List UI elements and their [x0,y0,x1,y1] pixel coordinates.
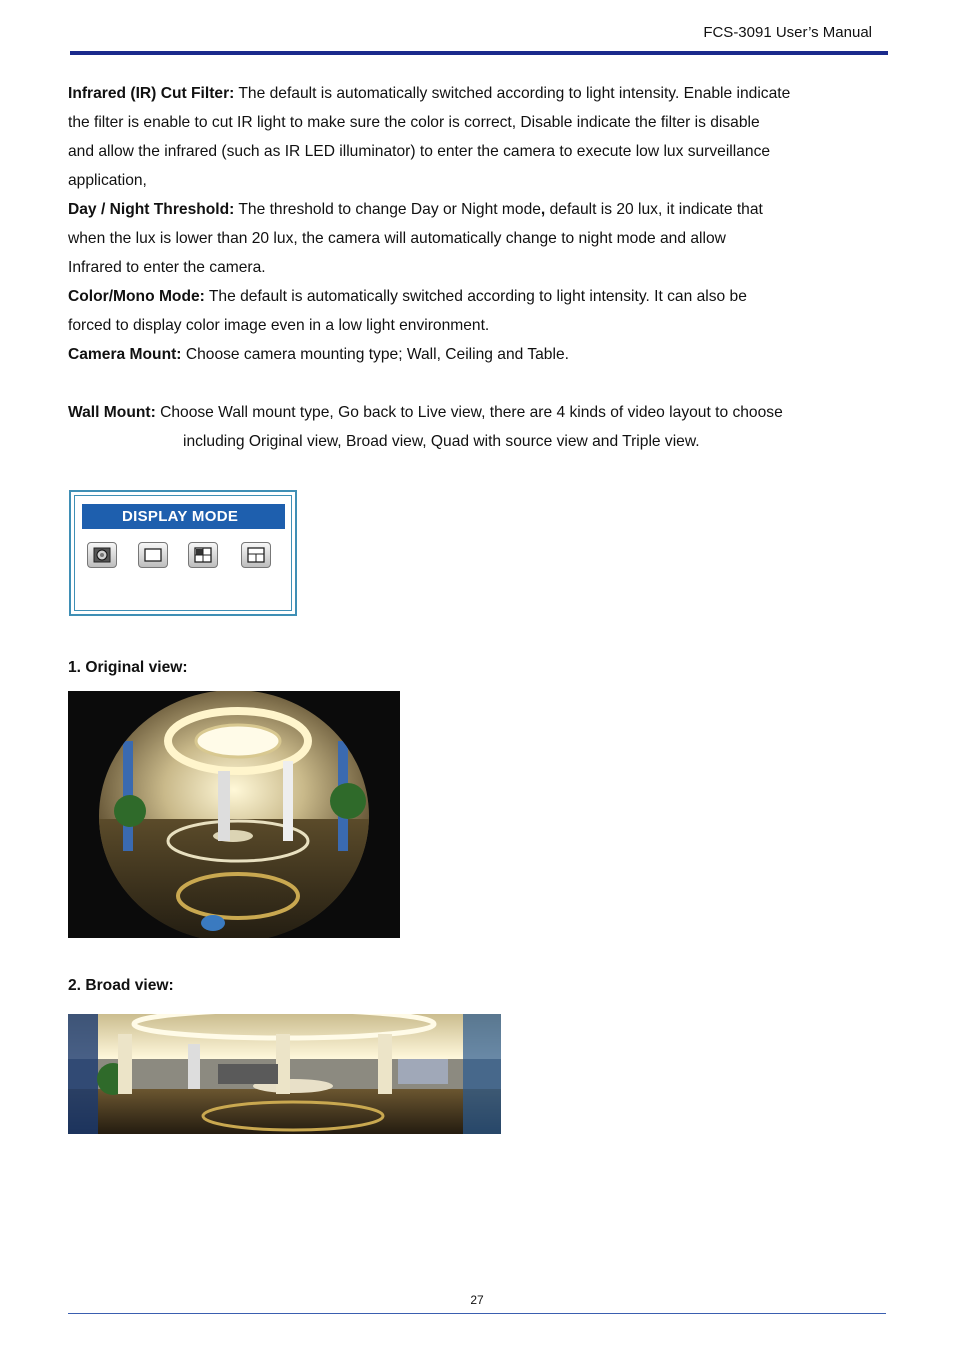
header-rule [70,51,888,55]
triple-view-icon [247,547,265,563]
text-line: default is 20 lux, it indicate that [545,201,763,218]
text-line: The default is automatically switched according to light intensity. It can also be [204,288,747,305]
term-camera-mount: Camera Mount: [68,346,182,363]
text-line: when the lux is lower than 20 lux, the camera will automatically change to night mode and allow [68,230,726,247]
term-day-night-threshold: Day / Night Threshold: [68,201,235,218]
text-line: The threshold to change Day or Night mode [234,201,541,218]
paragraph-ir-cut-filter [68,79,888,195]
broad-view-button[interactable] [138,542,168,568]
term-ir-cut-filter: Infrared (IR) Cut Filter: [68,85,235,102]
quad-view-button[interactable] [188,542,218,568]
quad-view-icon [194,547,212,563]
triple-view-button[interactable] [241,542,271,568]
page-number: 27 [470,1293,484,1307]
paragraph-camera-mount [68,340,888,369]
manual-title: FCS-3091 User’s Manual [703,24,872,41]
paragraph-color-mono-mode [68,282,888,340]
fisheye-photo [68,691,400,938]
original-view-button[interactable] [87,542,117,568]
broad-view-image [68,1014,501,1134]
original-view-icon [93,547,111,563]
text-line: including Original view, Broad view, Quad with source view and Triple view. [183,433,700,450]
text-line: application, [68,172,147,189]
text-line: Choose Wall mount type, Go back to Live view, there are 4 kinds of video layout to choose [155,404,783,421]
text-line: Choose camera mounting type; Wall, Ceiling and Table. [181,346,569,363]
heading-broad-view: 2. Broad view: [68,977,174,994]
broad-view-icon [144,547,162,563]
display-mode-panel [69,490,297,616]
panorama-photo [68,1014,501,1134]
term-color-mono-mode: Color/Mono Mode: [68,288,205,305]
body-text [68,79,888,456]
paragraph-wall-mount [68,398,888,456]
original-view-image [68,691,400,938]
display-mode-title: DISPLAY MODE [82,504,285,529]
heading-original-view: 1. Original view: [68,659,188,676]
text-line: and allow the infrared (such as IR LED illuminator) to enter the camera to execute low lux surveillance [68,143,771,160]
text-line: the filter is enable to cut IR light to make sure the color is correct, Disable indicate the filter is disable [68,114,760,131]
term-wall-mount: Wall Mount: [68,404,156,421]
text-comma: , [540,201,546,218]
text-line: The default is automatically switched according to light intensity. Enable indicate [234,85,791,102]
text-line: Infrared to enter the camera. [68,259,266,276]
page-header [0,0,954,60]
footer-rule [68,1313,886,1314]
text-line: forced to display color image even in a low light environment. [68,317,490,334]
paragraph-day-night-threshold [68,195,888,282]
